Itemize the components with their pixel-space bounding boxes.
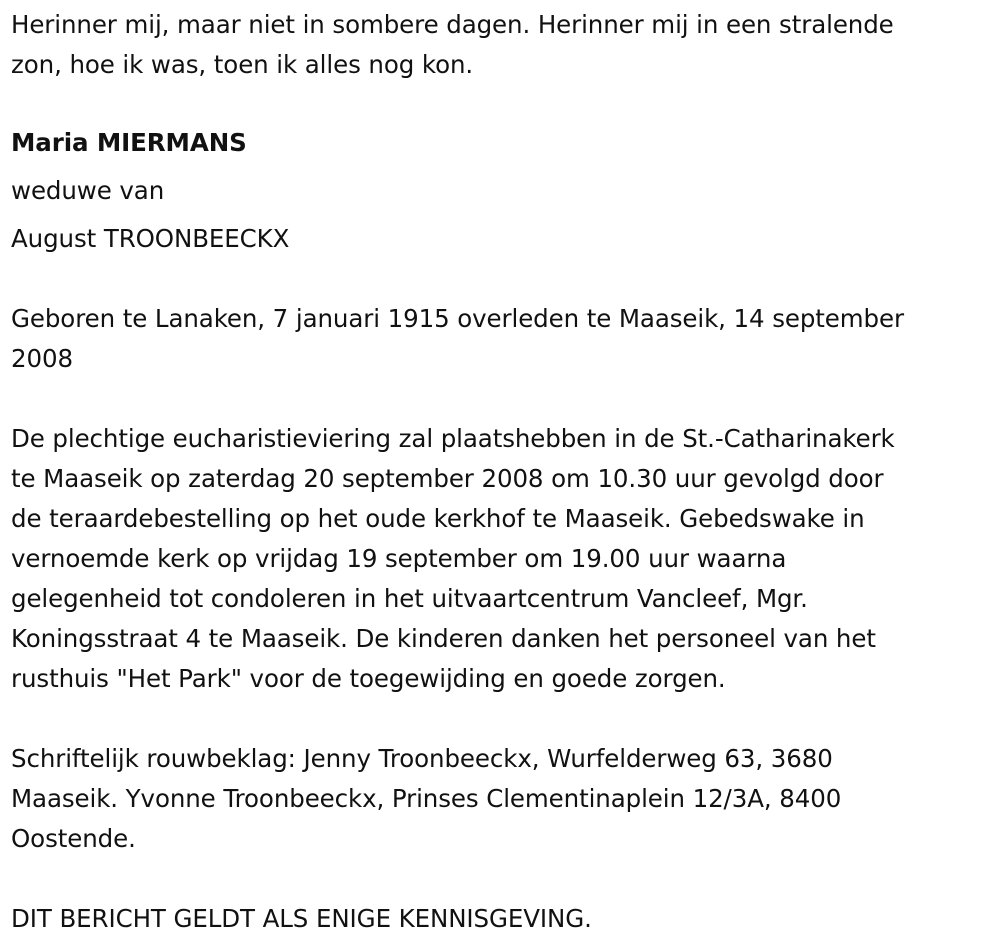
spacer — [11, 379, 1000, 419]
spacer — [11, 699, 1000, 739]
ceremony-line-3: de teraardebestelling op het oude kerkhof te Maaseik. Gebedswake in — [11, 504, 865, 533]
notice-block — [11, 899, 1000, 939]
ceremony-line-4: vernoemde kerk op vrijdag 19 september om 19.00 uur waarna — [11, 544, 787, 573]
birth-death-block — [11, 299, 1000, 379]
ceremony-line-5: gelegenheid tot condoleren in het uitvaartcentrum Vancleef, Mgr. — [11, 584, 808, 613]
spacer — [11, 259, 1000, 299]
poem-line-2: zon, hoe ik was, toen ik alles nog kon. — [11, 50, 474, 79]
ceremony-line-6: Koningsstraat 4 te Maaseik. De kinderen danken het personeel van het — [11, 624, 876, 653]
birth-death-line-1: Geboren te Lanaken, 7 januari 1915 overleden te Maaseik, 14 september — [11, 304, 904, 333]
deceased-block — [11, 123, 1000, 259]
spouse-name: August TROONBEECKX — [11, 224, 290, 253]
ceremony-line-7: rusthuis "Het Park" voor de toegewijding en goede zorgen. — [11, 664, 726, 693]
deceased-name: Maria MIERMANS — [11, 128, 247, 157]
ceremony-line-2: te Maaseik op zaterdag 20 september 2008 om 10.30 uur gevolgd door — [11, 464, 884, 493]
ceremony-block — [11, 419, 1000, 699]
relation-text: weduwe van — [11, 176, 165, 205]
birth-death-line-2: 2008 — [11, 344, 73, 373]
notice-text: DIT BERICHT GELDT ALS ENIGE KENNISGEVING. — [11, 904, 592, 933]
poem-block — [11, 5, 1000, 85]
poem-line-1: Herinner mij, maar niet in sombere dagen. Herinner mij in een stralende — [11, 10, 894, 39]
spacer — [11, 859, 1000, 899]
condolences-line-2: Maaseik. Yvonne Troonbeeckx, Prinses Clementinaplein 12/3A, 8400 — [11, 784, 842, 813]
ceremony-line-1: De plechtige eucharistieviering zal plaatshebben in de St.-Catharinakerk — [11, 424, 895, 453]
condolences-line-3: Oostende. — [11, 824, 136, 853]
condolences-block — [11, 739, 1000, 859]
condolences-line-1: Schriftelijk rouwbeklag: Jenny Troonbeeckx, Wurfelderweg 63, 3680 — [11, 744, 833, 773]
